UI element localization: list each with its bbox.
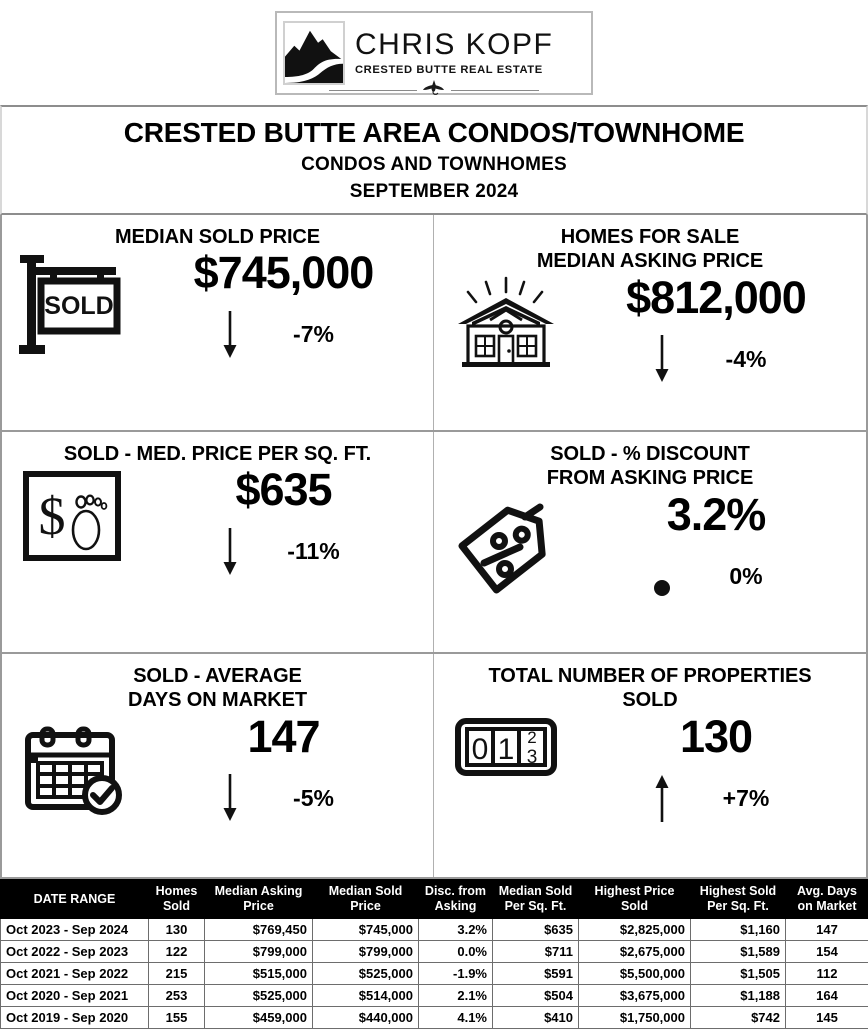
cell-avg-days-on-market: 145 xyxy=(786,1007,868,1029)
column-header-highest-price-sold: Highest Price Sold xyxy=(579,880,691,919)
stat-card-discount-from-asking xyxy=(434,432,866,652)
table-body xyxy=(1,919,868,1029)
column-header-homes-sold: Homes Sold xyxy=(149,880,205,919)
cell-highest-price-sold: $2,825,000 xyxy=(579,919,691,941)
cell-median-sold-per-sqft: $711 xyxy=(493,941,579,963)
stat-value: 130 xyxy=(679,710,753,762)
cell-median-sold-price: $525,000 xyxy=(313,963,419,985)
cell-highest-sold-per-sqft: $1,589 xyxy=(691,941,786,963)
trend-down-icon xyxy=(217,311,243,359)
cell-date-range: Oct 2023 - Sep 2024 xyxy=(1,919,149,941)
stat-heading: SOLD - MED. PRICE PER SQ. FT. xyxy=(63,443,372,465)
cell-median-sold-price: $440,000 xyxy=(313,1007,419,1029)
table-row xyxy=(1,963,868,985)
brand-name: CHRIS KOPF xyxy=(355,27,554,61)
cell-highest-sold-per-sqft: $1,160 xyxy=(691,919,786,941)
stat-card-median-sold-price xyxy=(2,215,434,430)
stats-grid xyxy=(0,215,868,879)
trend-flat-icon xyxy=(649,552,675,600)
calendar-check-icon xyxy=(8,713,140,815)
stats-row xyxy=(2,432,866,654)
cell-date-range: Oct 2020 - Sep 2021 xyxy=(1,985,149,1007)
cell-avg-days-on-market: 147 xyxy=(786,919,868,941)
stat-card-days-on-market xyxy=(2,654,434,877)
cell-median-sold-price: $799,000 xyxy=(313,941,419,963)
cell-median-asking-price: $515,000 xyxy=(205,963,313,985)
cell-homes-sold: 122 xyxy=(149,941,205,963)
stat-card-median-asking-price xyxy=(434,215,866,430)
stat-delta: -5% xyxy=(293,784,334,811)
history-table-wrapper xyxy=(0,879,868,1029)
brand-tagline: CRESTED BUTTE REAL ESTATE xyxy=(355,63,543,76)
stats-row xyxy=(2,215,866,432)
trend-down-icon xyxy=(217,528,243,576)
brand-wordmark xyxy=(355,27,585,76)
cell-median-asking-price: $459,000 xyxy=(205,1007,313,1029)
stat-heading: MEDIAN SOLD PRICE xyxy=(115,226,320,248)
cell-avg-days-on-market: 112 xyxy=(786,963,868,985)
stat-heading-line2: FROM ASKING PRICE xyxy=(546,467,754,490)
cell-avg-days-on-market: 154 xyxy=(786,941,868,963)
cell-highest-price-sold: $3,675,000 xyxy=(579,985,691,1007)
cell-highest-price-sold: $5,500,000 xyxy=(579,963,691,985)
column-header-date-range: DATE RANGE xyxy=(1,880,149,919)
cell-median-asking-price: $799,000 xyxy=(205,941,313,963)
cell-highest-sold-per-sqft: $1,188 xyxy=(691,985,786,1007)
trend-down-icon xyxy=(649,335,675,383)
cell-homes-sold: 155 xyxy=(149,1007,205,1029)
cell-disc-from-asking: 4.1% xyxy=(419,1007,493,1029)
table-row xyxy=(1,941,868,963)
mountain-river-logo-icon xyxy=(283,21,345,85)
stat-heading-line2: SOLD xyxy=(622,689,678,712)
cell-date-range: Oct 2021 - Sep 2022 xyxy=(1,963,149,985)
history-table xyxy=(0,879,868,1029)
stat-delta: 0% xyxy=(729,562,763,589)
page-title: CRESTED BUTTE AREA CONDOS/TOWNHOME xyxy=(123,116,745,148)
stat-heading-line2: MEDIAN ASKING PRICE xyxy=(536,250,764,273)
column-header-disc-from-asking: Disc. from Asking xyxy=(419,880,493,919)
cell-disc-from-asking: 3.2% xyxy=(419,919,493,941)
page-subtitle: CONDOS AND TOWNHOMES xyxy=(301,154,567,176)
stat-heading: SOLD - % DISCOUNT xyxy=(550,443,750,465)
stat-heading: TOTAL NUMBER OF PROPERTIES xyxy=(488,665,812,687)
cell-homes-sold: 130 xyxy=(149,919,205,941)
cell-median-sold-per-sqft: $635 xyxy=(493,919,579,941)
stat-delta: +7% xyxy=(722,784,770,811)
logo-band xyxy=(0,0,868,105)
cell-median-sold-price: $514,000 xyxy=(313,985,419,1007)
cell-highest-sold-per-sqft: $1,505 xyxy=(691,963,786,985)
dollar-foot-icon xyxy=(8,466,140,564)
cell-median-sold-per-sqft: $591 xyxy=(493,963,579,985)
cell-disc-from-asking: 2.1% xyxy=(419,985,493,1007)
table-header-row xyxy=(1,880,868,919)
column-header-median-asking-price: Median Asking Price xyxy=(205,880,313,919)
cell-homes-sold: 215 xyxy=(149,963,205,985)
column-header-highest-sold-per-sqft: Highest Sold Per Sq. Ft. xyxy=(691,880,786,919)
svg-text:2: 2 xyxy=(527,727,537,747)
stat-delta: -7% xyxy=(293,321,334,348)
cell-highest-price-sold: $1,750,000 xyxy=(579,1007,691,1029)
percent-price-tag-icon xyxy=(440,491,572,597)
report-title-band xyxy=(0,105,868,215)
cell-date-range: Oct 2019 - Sep 2020 xyxy=(1,1007,149,1029)
column-header-median-sold-per-sqft: Median Sold Per Sq. Ft. xyxy=(493,880,579,919)
svg-text:3: 3 xyxy=(526,746,538,768)
svg-text:1: 1 xyxy=(497,732,515,766)
cell-date-range: Oct 2022 - Sep 2023 xyxy=(1,941,149,963)
cell-disc-from-asking: -1.9% xyxy=(419,963,493,985)
odometer-counter-icon xyxy=(440,713,572,779)
sold-sign-icon xyxy=(8,249,140,363)
stats-row xyxy=(2,654,866,877)
cell-homes-sold: 253 xyxy=(149,985,205,1007)
stat-heading: HOMES FOR SALE xyxy=(560,226,740,248)
stat-card-total-properties-sold xyxy=(434,654,866,877)
cell-highest-price-sold: $2,675,000 xyxy=(579,941,691,963)
stat-heading: SOLD - AVERAGE xyxy=(133,665,302,687)
svg-text:0: 0 xyxy=(471,732,489,766)
table-row xyxy=(1,985,868,1007)
stat-delta: -11% xyxy=(287,538,340,565)
brand-logo xyxy=(275,11,593,95)
svg-text:$: $ xyxy=(38,486,66,547)
cell-median-asking-price: $769,450 xyxy=(205,919,313,941)
svg-text:SOLD: SOLD xyxy=(44,292,114,321)
stat-value: 147 xyxy=(247,710,320,762)
report-period: SEPTEMBER 2024 xyxy=(349,181,519,203)
column-header-median-sold-price: Median Sold Price xyxy=(313,880,419,919)
stat-value: $745,000 xyxy=(193,247,374,299)
table-row xyxy=(1,1007,868,1029)
cell-disc-from-asking: 0.0% xyxy=(419,941,493,963)
house-shine-icon xyxy=(440,274,572,376)
stat-value: $812,000 xyxy=(626,271,806,323)
stat-card-price-per-sqft xyxy=(2,432,434,652)
stat-value: $635 xyxy=(235,464,332,516)
cell-median-sold-per-sqft: $504 xyxy=(493,985,579,1007)
cell-avg-days-on-market: 164 xyxy=(786,985,868,1007)
stat-value: 3.2% xyxy=(666,488,766,540)
stat-heading-line2: DAYS ON MARKET xyxy=(128,689,307,712)
cell-median-asking-price: $525,000 xyxy=(205,985,313,1007)
cell-median-sold-price: $745,000 xyxy=(313,919,419,941)
table-row xyxy=(1,919,868,941)
cell-highest-sold-per-sqft: $742 xyxy=(691,1007,786,1029)
stat-delta: -4% xyxy=(725,345,767,372)
trend-down-icon xyxy=(217,774,243,822)
cell-median-sold-per-sqft: $410 xyxy=(493,1007,579,1029)
trend-up-icon xyxy=(649,774,675,822)
column-header-avg-days-on-market: Avg. Days on Market xyxy=(786,880,868,919)
